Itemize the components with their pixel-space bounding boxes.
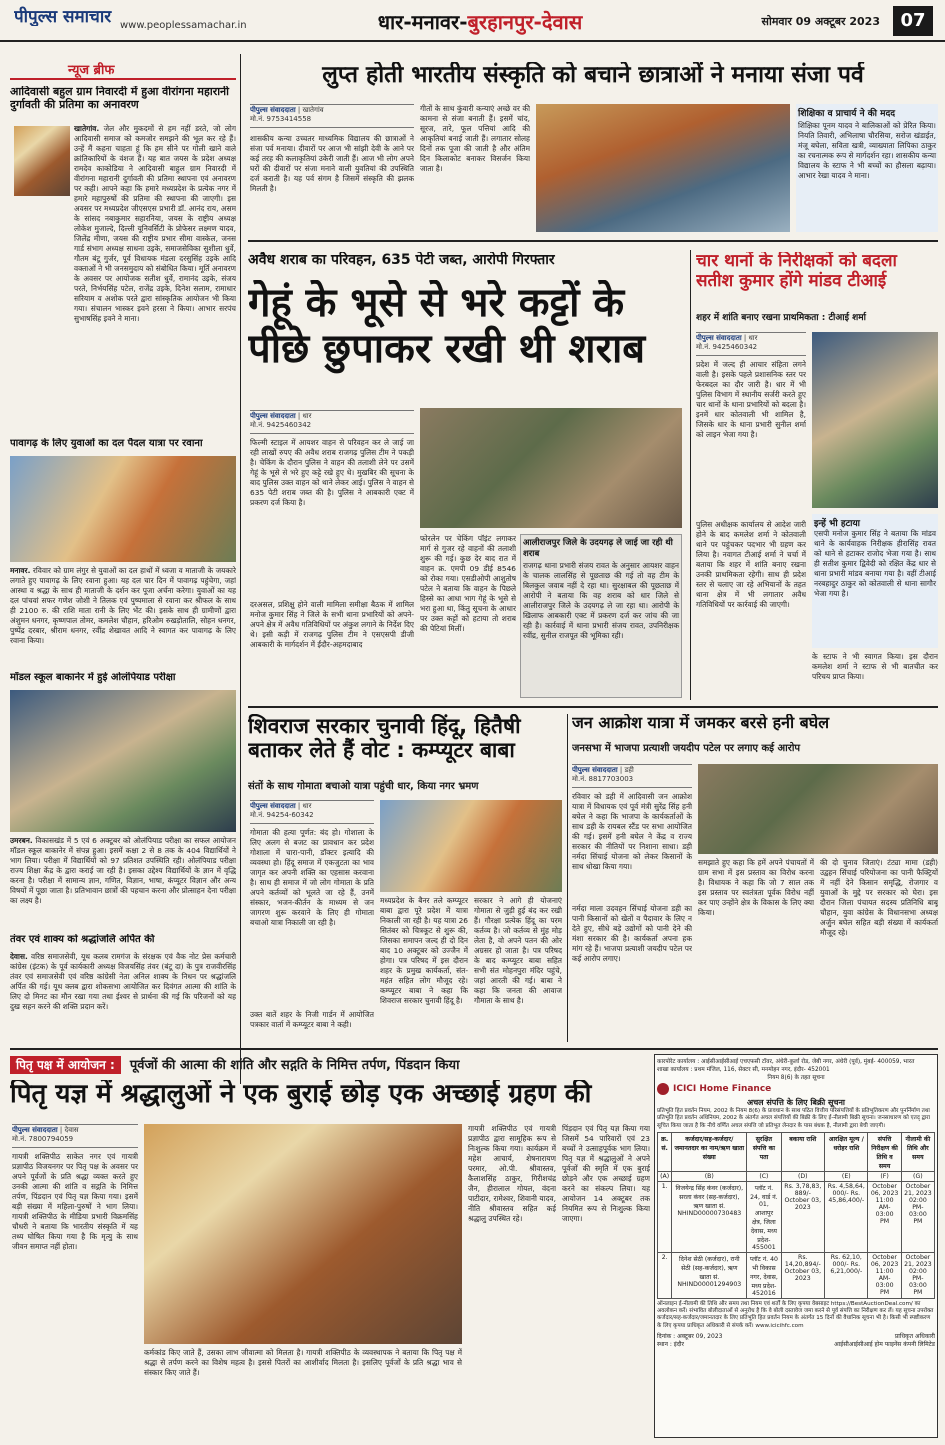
transfer-subhead: शहर में शांति बनाए रखना प्राथमिकता : टीआई शर्मा (696, 313, 866, 323)
pitru-byline-mobile: मो.नं. 7800794059 (12, 1135, 74, 1143)
notice-header-1: कारपोरेट कार्यालय : आईसीआईसीआई एचएफसी टॉवर, अंधेरी-कुर्ला रोड, जेबी नगर, अंधेरी (पूर्व), मुंबई- 400059, भारत (657, 1059, 915, 1065)
brief1-text: जेल और मुकदमों से हम नहीं डरते, जो लोग आदिवासी समाज को कमजोर समझने की भूल कर रहे हैं। उन्हें मैं कहना चाहता हूं कि हम सीने पर गोली खाने वाले क्रांतिकारियों के वंशज हैं। यह बात जयस के प्रदेश अध्यक्ष रामदेव काकोडिया ने आदिवासी बाहुल ग्राम निवारदी में वीरांगना महारानी दुर्गावती की प्रतिमा स्थापना एवं अनावरण पर कही। आपने कहा कि हमारे मध्यप्रदेश के प्रत्येक नगर में हमारे महापुरुषों की प्रतिमा की स्थापना की जाएगी। इस अवसर पर मध्यप्रदेश जीएसएस प्रभारी डॉ. आनंद राय, असम के सांसद नबाकुमार सहारनिया, जयस के राष्ट्रीय अध्यक्ष लोकेश मुजाल्दे, दिल्ली यूनिवर्सिटी के प्रोफेसर लक्ष्मण यादव, जिलेंद्र मीणा, जयस की राष्ट्रीय प्रभार सीमा वास्केल, जनस गार्ड संभाग अध्यक्ष साधना उइके, समाजसेविका सुशीला धुर्वे, गौतम बंटू गुर्जर, पूर्व विधायक मंडला दरसुसिंह उइके आदि वक्ताओं ने भी जनसमुदाय को संबोधित किया। मूर्ति अनावरण के अवसर पर आयोजक सतीश धुर्वे, रामानंद उइके, संजय परते, निर्भयसिंह पटेल, राजेंद्र उइके, दिनेश सलाम, रामाधार सरियाम व अशोक परते द्वारा सांस्कृतिक आयोजन भी किया गया। संचालन भास्कर इवने हरसा ने किया। आभार सरपंच सुभाषसिंह इवने ने माना। (74, 124, 236, 323)
notice-letter: (B) (672, 1171, 747, 1181)
divider-mid (248, 706, 938, 708)
notice-place: स्थान : इंदौर (657, 1340, 684, 1348)
column-divider (240, 54, 241, 1084)
notice-letter: (F) (868, 1171, 901, 1181)
notice-table-header (658, 1132, 935, 1171)
table-cell: October 21, 2023 02:00 PM- 03:00 PM (901, 1181, 934, 1252)
divider-liquor-transfer (690, 250, 691, 700)
baghel-headline: जन आक्रोश यात्रा में जमकर बरसे हनी बघेल (572, 714, 830, 732)
baghel-byline-source: पीपुल्स संवाददाता (572, 766, 618, 774)
notice-letter: (A) (658, 1171, 672, 1181)
table-cell: विजयेन्द्र सिंह कंवर (कर्जदार), सरला कंवर (सह-कर्जदार), ऋण खाता सं. NHIND00000730483 (672, 1181, 747, 1252)
brief4-dateline: देवास. (10, 952, 28, 961)
baba-body-3: मध्यप्रदेश के बैनर तले कम्प्यूटर बाबा द्वारा पूरे प्रदेश में यात्रा निकाली जा रही है। यह यात्रा 26 सितंबर को चित्रकूट से शुरू की, जिसका समापन जल्द ही दो दिन बाद 10 अक्टूबर को उज्जैन में होगा। पत्र परिषद में इस दौरान शहर के प्रमुख कार्यकर्ता, संत-महंत सहित लोग मौजूद रहे। कम्प्यूटर बाबा ने कहा कि शिवराज सरकार चुनावी हिंदू है। (380, 896, 468, 1005)
notice-col-4: आरक्षित मूल्य / धरोहर राशि (825, 1132, 868, 1171)
baba-byline: पीपुल्स संवाददाता | धार मो.नं. 94254-60342 (250, 800, 374, 824)
baghel-byline-place: डही (624, 766, 634, 774)
brief3-dateline: उमरबन. (10, 836, 33, 845)
transfer-headline: चार थानों के निरीक्षकों को बदला सतीश कुमार होंगे मांडव टीआई (696, 252, 897, 291)
table-cell: Rs. 3,78,83, 889/- October 03, 2023 (781, 1181, 825, 1252)
pitru-body-2: कर्मकांड किए जाते हैं, उसका लाभ जीवात्मा को मिलता है। गायत्री शक्तिपीठ के व्यवस्थापक ने बताया कि पितृ पक्ष में श्रद्धा से तर्पण करने का विशेष महत्व है। इससे पितरों का आशीर्वाद मिलता है। इसलिए पूर्वजों के प्रति श्रद्धा भाव से संस्कार किए जाते हैं। (144, 1348, 462, 1377)
baba-body-4: सरकार ने आगे ही योजनाएं गोमाता से जुड़ी हुई बंद कर रखी हैं। गौरक्षा प्रत्येक हिंदू का परम कर्तव्य है। जो कर्तव्य से मुंह मोड़ लेता है, वो अपने पतन की ओर अग्रसर हो जाता है। पत्र परिषद के बाद कम्प्यूटर बाबा सहित सभी संत मोहनपुरा मंदिर पहुंचे, जहां आरती की गई। बाबा ने कहा कि जनता की आवाज गौमाता के साथ है। (474, 896, 562, 1005)
liquor-byline: पीपुल्स संवाददाता | धार मो.नं. 9425460342 (250, 410, 414, 434)
transfer-byline-mobile: मो.नं. 9425460342 (696, 343, 758, 351)
divider-bottom (10, 1048, 938, 1050)
sanja-byline-source: पीपुल्स संवाददाता (250, 106, 296, 114)
baghel-body-1: रविवार को डही में आदिवासी जन आक्रोश यात्रा में विधायक एवं पूर्व मंत्री सुरेंद्र सिंह हनी बघेल ने कहा कि भाजपा के कार्यकर्ताओं के साथ डही के रायबल स्टैंड पर सभा आयोजित की गई। इसमें हनी बघेल ने केंद्र व राज्य सरकार की नीतियों पर निशाना साधा। डही नर्मदा सिंचाई योजना को लेकर किसानों के साथ धोखा किया गया। (572, 792, 692, 871)
pitru-kicker-bar (10, 1054, 750, 1076)
notice-col-2: सुरक्षित संपत्ति का पता (747, 1132, 781, 1171)
brief1-headline: आदिवासी बहुल ग्राम निवारदी में हुआ वीरांगना महारानी दुर्गावती की प्रतिमा का अनावरण (10, 86, 229, 111)
notice-brand: ICICI Home Finance (673, 1084, 772, 1094)
page-number: 07 (893, 6, 933, 36)
table-cell: October 06, 2023 11:00 AM- 03:00 PM (868, 1181, 901, 1252)
sanja-byline: पीपुल्स संवाददाता | खातेगांव मो.नं. 9753414558 (250, 104, 414, 128)
transfer-body-1: प्रदेश में जल्द ही आचार संहिता लगने वाली है। इसके पहले प्रशासनिक स्तर पर फेरबदल का दौर जारी है। धार में भी पुलिस विभाग में स्थानीय सर्जरी करते हुए चार थानों के थाना प्रभारियों को बदला है। इनमें धार कोतवाली भी शामिल है, जिसके धार के थाना प्रभारी सुनील शर्मा को लाइन भेजा गया है। (696, 360, 806, 439)
notice-col-3: बकाया राशि (781, 1132, 825, 1171)
liquor-byline-place: धार (302, 412, 312, 420)
notice-letter: (D) (781, 1171, 825, 1181)
baba-byline-source: पीपुल्स संवाददाता (250, 802, 296, 810)
sanja-headline: लुप्त होती भारतीय संस्कृति को बचाने छात्राओं ने मनाया संजा पर्व (322, 62, 864, 88)
table-cell: October 06, 2023 11:00 AM- 03:00 PM (868, 1252, 901, 1298)
brief2-dateline: मनावर. (10, 566, 31, 575)
baba-body-1: गोमाता की हत्या पूर्णत: बंद हो। गोशाला के लिए अलग से बजट का प्रावधान कर प्रदेश गोशाला में चारा-पानी, डॉक्टर इत्यादि की व्यवस्था हो। हिंदू समाज में एकजुटता का भाव जागृत कर अपनी शक्ति का एहसास करवाना है। साथ ही समाज में जो लोग गोमाता के प्रति अपने कर्तव्यों को भूलते जा रहे हैं, उनमें संस्कार, भजन-कीर्तन के माध्यम से जन जागरण शुरू करवाने के लिए ही गोमाता बचाओ यात्रा निकाली जा रही है। (250, 828, 374, 927)
liquor-body-3: फोरलेन पर चेकिंग पॉइंट लगाकर मार्ग से गुजर रहे वाहनों की तलाशी शुरू की गई। कुछ देर बाद रात में वाहन क्र. एमपी 09 डीई 8546 को रोका गया। एसडीओपी आशुतोष पटेल ने बताया कि वाहन के पिछले हिस्से का आधा भाग गेहूं के भूसे से भरा हुआ था, किंतु सूचना के आधार पर उक्त कट्टों को हटाया तो शराब की पेटियां मिलीं। (420, 534, 516, 633)
table-cell: दिनेश सेठी (कर्जदार), रानी सेठी (सह-कर्जदार), ऋण खाता सं. NHIND00001294903 (672, 1252, 747, 1298)
notice-col-6: नीलामी की तिथि और समय (901, 1132, 934, 1171)
edition-red: बुरहानपुर-देवास (467, 10, 583, 34)
table-row (658, 1252, 935, 1298)
edition-prefix: धार-मनावर- (377, 10, 468, 34)
sanja-photo (536, 104, 790, 232)
table-cell: Rs. 14,20,894/- October 03, 2023 (781, 1252, 825, 1298)
transfer-byline-source: पीपुल्स संवाददाता (696, 334, 742, 342)
edition-title (300, 8, 660, 36)
brief1-dateline: खातेगांव. (74, 124, 100, 133)
notice-table-letters (658, 1171, 935, 1181)
notice-letter: (G) (901, 1171, 934, 1181)
notice-title: अचल संपत्ति के लिए बिक्री सूचना (746, 1098, 845, 1107)
brief4-headline: तंवर एवं शाक्य को श्रद्धांजलि अर्पित की (10, 934, 155, 945)
liquor-byline-source: पीपुल्स संवाददाता (250, 412, 296, 420)
masthead-date: सोमवार 09 अक्टूबर 2023 (761, 15, 880, 28)
masthead-logo: पीपुल्स समाचार (14, 7, 112, 26)
liquor-sidebar-body: राजगढ़ थाना प्रभारी संजय रावत के अनुसार आयशर वाहन के चालक लालसिंह से पूछताछ की गई तो वह टीम के बिलकुल जवाब नहीं दे रहा था। सुरक्षाबल की पूछताछ में आरोपी ने बताया कि वह शराब को धार जिले से आलीराजपुर जिले के उदयगढ़ ले जा रहा था। आरोपी के खिलाफ आबकारी एक्ट में प्रकरण दर्ज कर जांच की जा रही है। कार्रवाई में थाना प्रभारी संजय रावत, उपनिरीक्षक रवींद्र, सुनील राजपूत की भूमिका रही। (523, 561, 679, 640)
pitru-byline-place: देवास (64, 1126, 79, 1134)
liquor-kicker: अवैध शराब का परिवहन, 635 पेटी जब्त, आरोपी गिरफ्तार (248, 252, 555, 268)
notice-col-5: संपत्ति निरीक्षण की तिथि व समय (868, 1132, 901, 1171)
liquor-photo (420, 408, 682, 528)
notice-col-1: कर्जदार/सह-कर्जदार/जमानतदार का नाम/ऋण खाता संख्या (672, 1132, 747, 1171)
baba-body-2: उक्त बातें शहर के निजी गार्डन में आयोजित पत्रकार वार्ता में कम्प्यूटर बाबा ने कही। (250, 1010, 374, 1029)
baghel-byline: पीपुल्स संवाददाता | डही मो.नं. 8817703003 (572, 764, 692, 788)
brief4-text: वरिष्ठ समाजसेवी, यूथ कलब रामगंज के संरक्षक एवं वैक नोट प्रेस कर्मचारी कांग्रेस (इंटक) के पूर्व कार्यकारी अध्यक्ष विजयसिंह तंवर (बंटू दा) के पुत्र राजवीरसिंह तंवर एवं समाजसेवी एवं वरिष्ठ कांग्रेसी नेता अनिल शाक्य के निधन पर श्रद्धांजलि अर्पित की गई। यूथ क्लब द्वारा शोकसभा आयोजित कर दिवंगत आत्मा की शांति के लिए दो मिनट का मौन रखा गया तथा ईश्वर से प्रार्थना की गई कि परिजनों को यह दुख सहन करने की शक्ति प्रदान करें। (10, 952, 236, 1011)
brief3-headline: मॉडल स्कूल बाकानेर में हुई ओलंपियाड परीक्षा (10, 672, 176, 683)
baba-byline-place: धार (302, 802, 312, 810)
transfer-byline: पीपुल्स संवाददाता | धार मो.नं. 9425460342 (696, 332, 806, 356)
baghel-subhead: जनसभा में भाजपा प्रत्याशी जयदीप पटेल पर लगाए कई आरोप (572, 743, 801, 754)
sanja-byline-place: खातेगांव (302, 106, 324, 114)
pitru-byline: पीपुल्स संवाददाता | देवास मो.नं. 7800794059 (12, 1124, 138, 1148)
baghel-byline-mobile: मो.नं. 8817703003 (572, 775, 634, 783)
masthead-url[interactable]: www.peoplessamachar.in (120, 20, 247, 31)
brief2-headline: पावागढ़ के लिए युवाओं का दल पैदल यात्रा पर रवाना (10, 438, 203, 449)
table-cell: 1. (658, 1181, 672, 1252)
sanja-body-2: गीतों के साथ कुंवारी कन्याएं अच्छे वर की कामना से संजा बनाती हैं। इसमें चांद, सूरज, तारे, फूल पत्तियां आदि की आकृतियां बनाई जाती हैं। लगातार सोलह दिनों तक पूजा की जाती है और अंतिम दिन किलाकोट बनाकर विसर्जन किया जाता है। (420, 104, 530, 173)
pitru-body-3: गायत्री शक्तिपीठ एवं गायत्री प्रज्ञापीठ द्वारा सामूहिक रूप से निःशुल्क किया गया। कार्यक्रम में महेश आचार्य, शेषनारायण परमार, ओ.पी. श्रीवास्तव, कैलाशसिंह ठाकुर, गिरीशचंद्र जैन, हीरालाल गोयल, वंदना पाटीदार, रामेश्वर, शिवानी यादव, नीति श्रीवास्तव सहित कई श्रद्धालु उपस्थित रहे। (468, 1124, 556, 1223)
table-cell: Rs. 4,58,64, 000/- Rs. 45,86,400/- (825, 1181, 868, 1252)
table-cell: Rs. 62,10, 000/- Rs. 6,21,000/- (825, 1252, 868, 1298)
liquor-byline-mobile: मो.नं. 9425460342 (250, 421, 312, 429)
baghel-body-3: समझाते हुए कहा कि हमें अपने पंचायतों में ग्राम सभा में इस प्रस्ताव का विरोध करना है। विधायक ने कहा कि जो 7 साल तक इस प्रस्ताव पर स्वतंत्रता पूर्वक विरोध नहीं कर पाए उन्होंने क्षेत्र के विकास के लिए क्या किया। (698, 858, 814, 917)
baghel-body-2: नर्मदा माला उदवहन सिंचाई योजना डही का पानी किसानों को खेतों व पैदावार के लिए न देते हुए, सीधे बड़े उद्योगों को पानी देने की मंशा सरकार की है। कार्यकर्ता अपना हक मांग रहे हैं। भाजपा प्रत्याशी जयदीप पटेल पर कई आरोप लगाए। (572, 904, 692, 963)
pitru-body-1: गायत्री शक्तिपीठ साकेत नगर एवं गायत्री प्रज्ञापीठ विजयनगर पर पितृ पक्ष के अवसर पर अपने पूर्वजों के प्रति श्रद्धा व्यक्त करते हुए उनकी आत्मा की शांति व सद्गति के निमित्त तर्पण, पिंडदान एवं पितृ यज्ञ किया गया। इसमें बड़ी संख्या में महिला-पुरुषों ने भाग लिया। गायत्री शक्तिपीठ के मीडिया प्रभारी विक्रमसिंह चौधरी ने बताया कि भारतीय संस्कृति में यह तथ्य घोषित किया गया है कि मृत्यु के साथ जीवन समाप्त नहीं होता। (12, 1152, 138, 1251)
brief2-text: रविवार को ग्राम लंगुर से युवाओं का दल हाथों में ध्वजा व माताजी के जयकारे लगाते हुए पावागढ़ के लिए रवाना हुआ। यह दल चार दिन में पावागढ़ पहुंचेगा, जहां आस्था व श्रद्धा के साथ ही माताजी के दर्शन कर पूजा अर्चना करेगा। युवाओं का यह दल पांचवां सफर गणेश जोशी ने तिलक एवं पुष्पमाला से रवाना कर श्रीफल के साथ ही 2100 रु. की राशि माता रानी के लिए भेंट की। इसके साथ ही ग्रामीणों द्वारा अंशुमन धनगर, कृष्णपाल तोमर, कमलेश चौहान, हरिओम रुखड़ोतालि, सोहन धनगर, पुष्पेंद्र दरबार, श्रीराम धनगर, रवींद्र शेखावत आदि ने स्वागत कर पावागढ़ के लिए रवाना किया। (10, 566, 236, 645)
transfer-box-title: इन्हें भी हटाया (814, 519, 861, 529)
statue-photo (14, 126, 70, 196)
baba-byline-mobile: मो.नं. 94254-60342 (250, 811, 314, 819)
notice-header-3: नियम 8(6) के तहत सूचना (767, 1075, 825, 1081)
notice-signatory: प्राधिकृत अधिकारी (894, 1332, 935, 1340)
liquor-headline: गेहूं के भूसे से भरे कट्टों के पीछे छुपाकर रखी थी शराब (248, 280, 646, 372)
divider-sanja (248, 240, 938, 242)
transfer-box (812, 514, 938, 648)
transfer-body-2: पुलिस अधीक्षक कार्यालय से आदेश जारी होने के बाद कमलेश शर्मा ने कोतवाली थाने पर पहुंचकर पदभार भी ग्रहण कर लिया है। नवागत टीआई शर्मा ने चर्चा में बताया कि शहर में शांति बनाए रखना उनकी प्राथमिकता रहेगी। साथ ही प्रदेश स्तर से चलाए जा रहे अभियानों के तहत थाना क्षेत्र में भी लगातार अवैध गतिविधियों पर कार्रवाई की जाएगी। (696, 520, 806, 609)
brief3-body (10, 836, 236, 930)
news-brief-label-bar (10, 60, 236, 80)
liquor-body-2: दरअसल, प्रशिक्षु होने वाली मामिला समीक्षा बैठक में शामिल मनोज कुमार सिंह ने जिले के सभी थाना प्रभारियों को अपने-अपने क्षेत्र में अवैध गतिविधियों पर अंकुश लगाने के निर्देश दिए थे। इसी कड़ी में राजगढ़ पुलिस टीम ने एसएसपी डीजी आबकारी के मार्गदर्शन में ईंदौर-अहमदाबाद (250, 600, 414, 649)
table-cell: 2. (658, 1252, 672, 1298)
brief3-text: विकासखंड में 5 एवं 6 अक्टूबर को ओलंपियाड परीक्षा का सफल आयोजन मॉडल स्कूल बाकानेर में संपन्न हुआ। इसमें कक्षा 2 से 8 तक के 404 विद्यार्थियों ने भाग लिया। परीक्षा में विद्यार्थियों को 97 प्रतिशत उपस्थिति रही। ओलंपियाड परीक्षा राज्य शिक्षा केंद्र के द्वारा कराई जा रही है। इसका उद्देश्य विद्यार्थियों के ज्ञान में वृद्धि करना है। परीक्षा में सामान्य ज्ञान, गणित, विज्ञान, भाषा, कंप्यूटर विज्ञान और अन्य विषयों में पूछा जाता है। प्रतिभावान छात्रों की पहचान करना और प्रोत्साहन देना परीक्षा का लक्ष्य है। (10, 836, 236, 905)
notice-letter: (E) (825, 1171, 868, 1181)
icici-logo-icon (657, 1083, 669, 1095)
table-cell: प्लॉट नं. 24, वार्ड नं. 01, आशापुर क्षेत्र, जिला देवास, मध्य प्रदेश- 455001 (747, 1181, 781, 1252)
transfer-box-body: एसपी मनोज कुमार सिंह ने बताया कि मांडव थाने के कार्यवाहक निरीक्षक हीरासिंह रावत को थाने से हटाकर राजोद भेजा गया है। साथ ही सतीश कुमार द्विवेदी को रक्षित केंद्र धार से थाना प्रभारी मांडव बनाया गया है। वहीं टीआई नरबहादुर ठाकुर को कोतवाली से थाना सागौर भेजा गया है। (814, 529, 936, 598)
legal-notice (654, 1054, 938, 1438)
pitru-byline-source: पीपुल्स संवाददाता (12, 1126, 58, 1134)
table-row (658, 1181, 935, 1252)
olympiad-photo (10, 690, 236, 832)
transfer-byline-place: धार (748, 334, 758, 342)
masthead (0, 0, 945, 42)
sanja-body-1: शासकीय कन्या उच्चतर माध्यमिक विद्यालय की छात्राओं ने संजा पर्व मनाया। दीवारों पर आज भी सांझी देवी के आने पर कई तरह की कलाकृतियां उकेरी जाती हैं। आज भी लोग अपने घरों की दीवारों पर संजा मनाने वाली युवतियां की उपस्थिति दर्ज कराती है। यह पर्व संगम है जिसमें संस्कृति की झलक मिलती है। (250, 134, 414, 193)
liquor-sidebar-title: आलीराजपुर जिले के उदयगढ़ ले जाई जा रही थी शराब (523, 538, 673, 559)
transfer-photo (812, 332, 938, 508)
transfer-body-3: के स्टाफ ने भी स्वागत किया। इस दौरान कमलेश शर्मा ने स्टाफ से भी बातचीत कर परिचय प्राप्त किया। (812, 652, 938, 681)
notice-company: आईसीआईसीआई होम फाइनेंस कंपनी लिमिटेड (834, 1340, 935, 1348)
brief1-body (74, 124, 236, 430)
notice-intro: प्रतिभूति हित प्रवर्तन नियम, 2002 के नियम 8(6) के प्रावधान के साथ पठित वित्तीय परिसंपत्तियों के प्रतिभूतिकरण और पुनर्निर्माण तथा प्रतिभूति हित प्रवर्तन अधिनियम, 2002 के अंतर्गत अचल संपत्तियों की बिक्री के लिए ई-नीलामी बिक्री सूचना। जनसाधारण को एतद् द्वारा सूचित किया जाता है कि नीचे वर्णित अचल संपत्ति जो प्रतिभूत लेनदार के पास बंधक है, नीलामी द्वारा बेची जाएगी। (657, 1108, 930, 1129)
notice-header-2: शाखा कार्यालय : प्रथम मंजिल, 116, सेक्टर सी, मनमोहन नगर, इंदौर- 452001 (657, 1067, 830, 1073)
liquor-body-1: फिल्मी स्टाइल में आयशर वाहन से परिवहन कर ले जाई जा रही लाखों रुपए की अवैध शराब राजगढ़ पुलिस टीम ने पकड़ी है। चेकिंग के दौरान पुलिस ने वाहन की तलाशी लेने पर उसमें गेहूं के भूसे से भरे हुए कट्टे रखे हुए थे। मुखबिर की सूचना के बाद पुलिस उक्त वाहन को थाने लेकर आई। पुलिस ने वाहन से 635 पेटी शराब जब्त की है। पुलिस ने आबकारी एक्ट में प्रकरण दर्ज किया है। (250, 438, 414, 507)
divider-baba-baghel (567, 714, 568, 1042)
notice-table (657, 1132, 935, 1299)
pitru-kicker-rest: पूर्वजों की आत्मा की शांति और सद्गति के निमित्त तर्पण, पिंडदान किया (129, 1058, 460, 1073)
baba-photo (380, 800, 562, 892)
news-brief-label: न्यूज ब्रीफ (68, 63, 115, 78)
baba-subhead: संतों के साथ गोमाता बचाओ यात्रा पहुंची धार, किया नगर भ्रमण (248, 781, 479, 792)
sanja-sidebar (796, 104, 938, 232)
baba-headline: शिवराज सरकार चुनावी हिंदू, हितैषी बताकर लेते हैं वोट : कम्प्यूटर बाबा (248, 714, 521, 763)
pitru-headline: पितृ यज्ञ में श्रद्धालुओं ने एक बुराई छोड़ एक अच्छाई ग्रहण की (10, 1080, 592, 1109)
notice-date: दिनांक : अक्टूबर 09, 2023 (657, 1332, 723, 1340)
baghel-body-4: की दो चुनाव जिताएं। टंट्या मामा (डही) उद्वहन सिंचाई परियोजना का पानी फैक्ट्रियों में नहीं देने किसान समृद्धि, रोजगार व युवाओं के मुद्दे पर सरकार को घेरा। इस दौरान जिला पंचायत सदस्य प्रतिनिधि बाबू चौहान, युवा कांग्रेस के विधानसभा अध्यक्ष अर्जुन बघेल सहित बड़ी संख्या में कार्यकर्ता मौजूद रहे। (820, 858, 938, 937)
table-cell: प्लॉट नं. 40 भी विकास नगर, देवास, मध्य प्रदेश- 452016 (747, 1252, 781, 1298)
yatra-photo (10, 456, 236, 562)
pitru-photo (144, 1124, 462, 1344)
liquor-sidebar (520, 534, 682, 698)
notice-col-0: क्र. सं. (658, 1132, 672, 1171)
pitru-body-4: पिंड़दान एवं पितृ यज्ञ किया गया जिसमें 54 पारिवारों एवं 23 बच्चों ने उत्साहपूर्वक भाग लिया। पितृ यज्ञ में श्रद्धालुओं ने अपने पूर्वजों की स्मृति में एक बुराई छोड़ने और एक अच्छाई ग्रहण करने का संकल्प लिया। यह आयोजन 14 अक्टूबर तक नियमित रूप से निःशुल्क किया जाएगा। (562, 1124, 650, 1223)
table-cell: October 21, 2023 02:00 PM- 03:00 PM (901, 1252, 934, 1298)
sanja-sidebar-title: शिक्षिका व प्राचार्य ने की मदद (798, 109, 896, 119)
sanja-byline-mobile: मो.नं. 9753414558 (250, 115, 312, 123)
pitru-kicker: पितृ पक्ष में आयोजन : (10, 1056, 121, 1074)
baghel-photo (698, 764, 938, 854)
notice-letter: (C) (747, 1171, 781, 1181)
notice-footer: ऑनलाइन ई-नीलामी की तिथि और समय तथा नियम एवं शर्तों के लिए कृपया वेबसाइट https://BestAuctionDeal.com/ का अवलोकन करें। संभावित बोलीदाताओं से अनुरोध है कि वे बोली दस्तावेज जमा करने से पूर्व संपत्ति का निरीक्षण कर लें। यह सूचना उपरोक्त कर्जदार/सह-कर्जदार/जमानतदार के लिए प्रतिभूति हित प्रवर्तन नियम के अंतर्गत 15 दिनों की वैधानिक सूचना भी है। किसी भी स्पष्टीकरण के लिए कृपया प्राधिकृत अधिकारी से संपर्क करें। www.icicihfc.com (657, 1300, 934, 1329)
news-brief-column (10, 54, 236, 1084)
brief2-body (10, 566, 236, 666)
sanja-sidebar-body: शिक्षिका पूनम यादव ने बालिकाओं को प्रेरित किया। नियति तिवारी, अभिलाषा चौरसिया, सरोज खंडाईत, मंजू बघेला, सविता खत्री, व्याख्याता लिपिका ठाकुर का रचनात्मक रूप से मार्गदर्शन रहा। शासकीय कन्या विद्यालय के स्टाफ ने भी बच्चों का हौसला बढ़ाया। आभार रेखा यादव ने माना। (798, 121, 936, 180)
